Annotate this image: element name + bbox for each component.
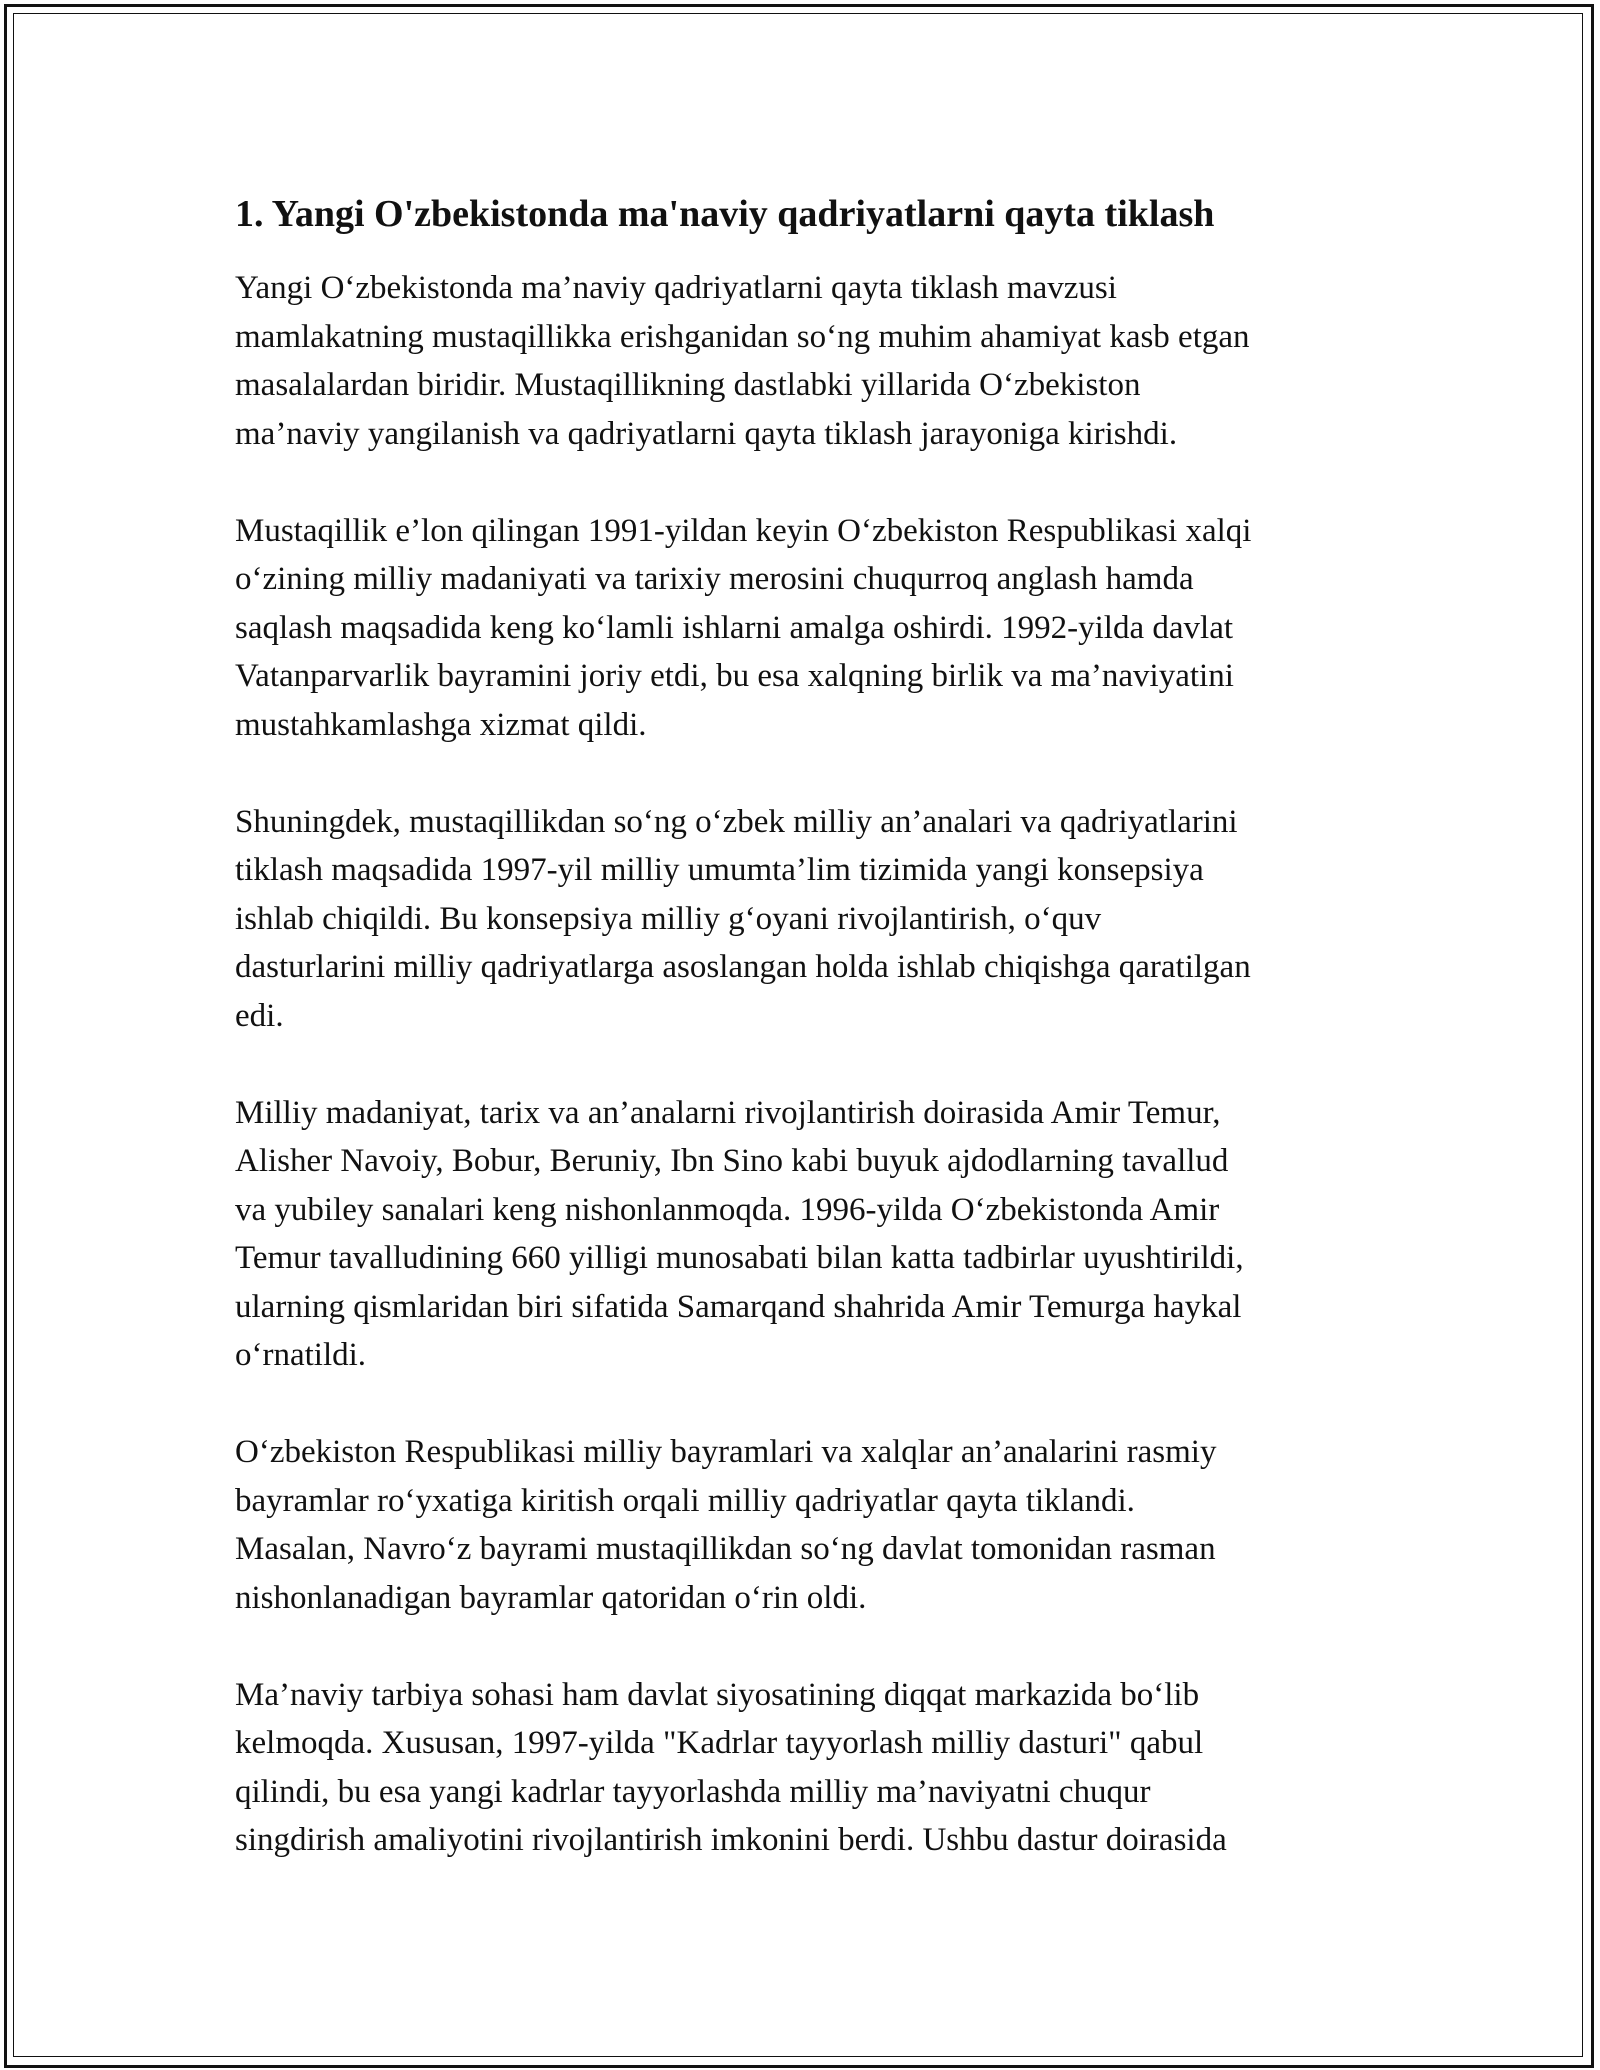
paragraph (235, 1671, 1375, 1865)
text-line: ishlab chiqildi. Bu konsepsiya milliy g‘oyani rivojlantirish, o‘quv (235, 900, 1102, 937)
text-line: Temur tavalludining 660 yilligi munosabati bilan katta tadbirlar uyushtirildi, (235, 1240, 1244, 1276)
text-line: ularning qismlaridan biri sifatida Samarqand shahrida Amir Temurga haykal (235, 1288, 1242, 1325)
text-line: dasturlarini milliy qadriyatlarga asoslangan holda ishlab chiqishga qaratilgan (235, 949, 1251, 985)
text-line: saqlash maqsadida keng ko‘lamli ishlarni amalga oshirdi. 1992-yilda davlat (235, 609, 1234, 646)
text-line: Shuningdek, mustaqillikdan so‘ng o‘zbek milliy an’analari va qadriyatlarini (235, 803, 1238, 840)
text-line: nishonlanadigan bayramlar qatoridan o‘rin oldi. (235, 1579, 867, 1616)
text-line: Ma’naviy tarbiya sohasi ham davlat siyosatining diqqat markazida bo‘lib (235, 1676, 1200, 1713)
text-line: edi. (235, 997, 284, 1034)
text-line: Alisher Navoiy, Bobur, Beruniy, Ibn Sino kabi buyuk ajdodlarning tavallud (235, 1143, 1229, 1179)
text-line: O‘zbekiston Respublikasi milliy bayramlari va xalqlar an’analarini rasmiy (235, 1434, 1217, 1470)
text-line: mustahkamlashga xizmat qildi. (235, 706, 647, 743)
text-line: bayramlar ro‘yxatiga kiritish orqali milliy qadriyatlar qayta tiklandi. (235, 1482, 1135, 1519)
text-line: Mustaqillik e’lon qilingan 1991-yildan keyin O‘zbekiston Respublikasi xalqi (235, 512, 1252, 549)
paragraph-list (235, 264, 1375, 1865)
paragraph (235, 798, 1375, 1041)
text-line: Masalan, Navro‘z bayrami mustaqillikdan so‘ng davlat tomonidan rasman (235, 1531, 1216, 1567)
text-line: masalalardan biridir. Mustaqillikning dastlabki yillarida O‘zbekiston (235, 367, 1141, 403)
text-line: ma’naviy yangilanish va qadriyatlarni qayta tiklash jarayoniga kirishdi. (235, 415, 1178, 452)
paragraph (235, 1428, 1375, 1622)
text-line: Milliy madaniyat, tarix va an’analarni rivojlantirish doirasida Amir Temur, (235, 1094, 1221, 1131)
paragraph (235, 264, 1375, 458)
paragraph (235, 1089, 1375, 1380)
text-line: qilindi, bu esa yangi kadrlar tayyorlashda milliy ma’naviyatni chuqur (235, 1773, 1151, 1810)
text-line: kelmoqda. Xususan, 1997-yilda "Kadrlar tayyorlash milliy dasturi" qabul (235, 1725, 1204, 1761)
text-line: Vatanparvarlik bayramini joriy etdi, bu esa xalqning birlik va ma’naviyatini (235, 658, 1234, 694)
text-line: singdirish amaliyotini rivojlantirish imkonini berdi. Ushbu dastur doirasida (235, 1822, 1227, 1858)
text-line: o‘zining milliy madaniyati va tarixiy merosini chuqurroq anglash hamda (235, 561, 1194, 597)
text-line: mamlakatning mustaqillikka erishganidan so‘ng muhim ahamiyat kasb etgan (235, 318, 1250, 355)
text-line: va yubiley sanalari keng nishonlanmoqda. 1996-yilda O‘zbekistonda Amir (235, 1191, 1220, 1228)
paragraph (235, 507, 1375, 750)
text-line: tiklash maqsadida 1997-yil milliy umumta’lim tizimida yangi konsepsiya (235, 852, 1204, 888)
document-body (235, 186, 1375, 1913)
text-line: o‘rnatildi. (235, 1337, 367, 1373)
text-line: Yangi O‘zbekistonda ma’naviy qadriyatlarni qayta tiklash mavzusi (235, 270, 1117, 306)
section-heading: 1. Yangi O'zbekistonda ma'naviy qadriyatlarni qayta tiklash (235, 193, 1215, 235)
